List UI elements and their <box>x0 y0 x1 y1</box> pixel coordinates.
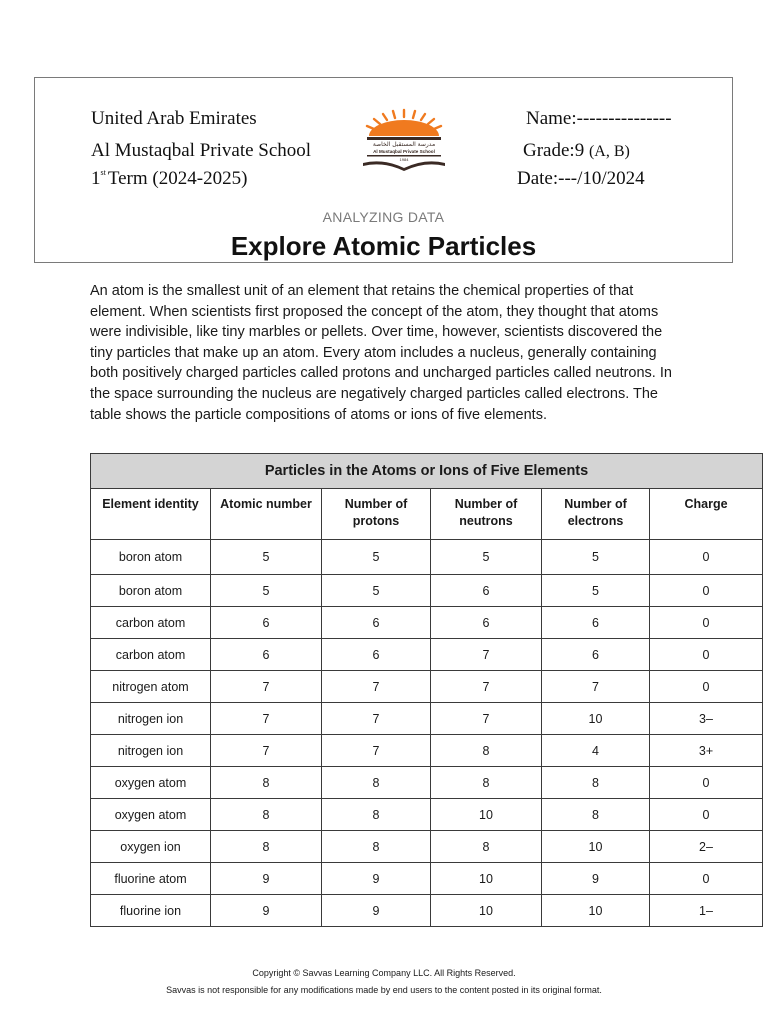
table-cell: 6 <box>431 575 542 607</box>
table-cell: 5 <box>211 540 322 575</box>
school-name: Al Mustaqbal Private School <box>91 140 312 161</box>
table-cell: 0 <box>650 639 763 671</box>
table-cell: 5 <box>431 540 542 575</box>
table-cell: 6 <box>211 639 322 671</box>
country-label: United Arab Emirates <box>91 108 257 129</box>
table-cell: boron atom <box>91 575 211 607</box>
date-field: Date:---/10/2024 <box>517 168 645 189</box>
table-cell: 7 <box>211 703 322 735</box>
table-cell: 8 <box>322 767 431 799</box>
table-cell: 3– <box>650 703 763 735</box>
table-cell: 5 <box>322 540 431 575</box>
table-cell: carbon atom <box>91 607 211 639</box>
worksheet-header <box>34 77 733 263</box>
table-cell: 9 <box>322 863 431 895</box>
table-cell: 9 <box>542 863 650 895</box>
table-row <box>91 735 763 767</box>
table-cell: 0 <box>650 671 763 703</box>
column-header: Number of electrons <box>542 489 650 540</box>
table-row <box>91 671 763 703</box>
table-cell: 4 <box>542 735 650 767</box>
table-cell: 5 <box>211 575 322 607</box>
term-label <box>91 168 247 190</box>
table-cell: 7 <box>431 671 542 703</box>
grade-sections: (A, B) <box>588 143 630 160</box>
table-cell: 8 <box>211 799 322 831</box>
table-cell: 7 <box>431 703 542 735</box>
table-cell: 0 <box>650 863 763 895</box>
table-cell: 6 <box>542 639 650 671</box>
table-cell: 6 <box>431 607 542 639</box>
table-cell: oxygen atom <box>91 799 211 831</box>
table-cell: 10 <box>431 863 542 895</box>
table-cell: fluorine atom <box>91 863 211 895</box>
table-cell: 8 <box>542 767 650 799</box>
logo-arabic-text: مدرسة المستقبل الخاصة <box>372 141 436 148</box>
column-header: Number of neutrons <box>431 489 542 540</box>
table-cell: 8 <box>322 799 431 831</box>
grade-label <box>523 140 630 162</box>
open-book-icon <box>363 161 445 171</box>
table-cell: 10 <box>542 703 650 735</box>
page-title: Explore Atomic Particles <box>230 231 537 261</box>
table-cell: 7 <box>211 671 322 703</box>
table-cell: 7 <box>322 703 431 735</box>
intro-paragraph: An atom is the smallest unit of an element that retains the chemical properties of that element. When scientists first proposed the concept of the atom, they thought that atoms were indivisible, like tiny marbles or pellets. Over time, however, scientists discovered the tiny particles that make up an atom. Every atom includes a nucleus, generally containing both positively charged particles called protons and uncharged particles called neutrons. In the space surrounding the nucleus are negatively charged particles called electrons. The table shows the particle compositions of atoms or ions of five elements. <box>90 283 672 423</box>
disclaimer-notice: Savvas is not responsible for any modifications made by end users to the content posted in its original format. <box>166 985 602 995</box>
table-row <box>91 703 763 735</box>
section-kicker: ANALYZING DATA <box>322 209 445 225</box>
table-cell: 9 <box>211 863 322 895</box>
table-cell: 5 <box>322 575 431 607</box>
table-cell: boron atom <box>91 540 211 575</box>
table-row <box>91 831 763 863</box>
student-name-field: Name:--------------- <box>526 108 672 129</box>
table-row <box>91 863 763 895</box>
table-cell: 5 <box>542 540 650 575</box>
table-cell: 6 <box>542 607 650 639</box>
table-row <box>91 799 763 831</box>
logo-english-text: Al Mustaqbal Private School <box>373 149 435 154</box>
table-cell: 8 <box>542 799 650 831</box>
table-cell: 0 <box>650 799 763 831</box>
table-cell: 8 <box>431 767 542 799</box>
copyright-notice: Copyright © Savvas Learning Company LLC. All Rights Reserved. <box>252 968 516 978</box>
table-cell: 7 <box>211 735 322 767</box>
table-cell: 7 <box>322 671 431 703</box>
table-cell: 9 <box>322 895 431 927</box>
table-cell: 8 <box>431 735 542 767</box>
table-cell: fluorine ion <box>91 895 211 927</box>
table-cell: oxygen ion <box>91 831 211 863</box>
column-header: Number of protons <box>322 489 431 540</box>
term-number: 1 <box>91 168 101 189</box>
table-row <box>91 575 763 607</box>
table-cell: 7 <box>542 671 650 703</box>
table-cell: nitrogen ion <box>91 703 211 735</box>
particles-table <box>90 453 763 927</box>
school-logo <box>349 108 459 174</box>
table-cell: 0 <box>650 575 763 607</box>
table-cell: 7 <box>322 735 431 767</box>
table-cell: 10 <box>431 895 542 927</box>
table-cell: 8 <box>211 831 322 863</box>
table-cell: 6 <box>322 607 431 639</box>
table-cell: 0 <box>650 767 763 799</box>
table-cell: nitrogen ion <box>91 735 211 767</box>
term-text: Term (2024-2025) <box>107 168 248 189</box>
table-caption: Particles in the Atoms or Ions of Five Elements <box>91 454 763 489</box>
table-row <box>91 540 763 575</box>
table-cell: 10 <box>542 895 650 927</box>
table-cell: 10 <box>542 831 650 863</box>
table-cell: 7 <box>431 639 542 671</box>
column-header: Element identity <box>91 489 211 540</box>
table-cell: 6 <box>211 607 322 639</box>
table-body <box>91 540 763 927</box>
table-row <box>91 767 763 799</box>
table-row <box>91 607 763 639</box>
table-cell: 6 <box>322 639 431 671</box>
term-ordinal-suffix: st <box>100 168 106 177</box>
table-cell: 2– <box>650 831 763 863</box>
table-row <box>91 895 763 927</box>
table-cell: carbon atom <box>91 639 211 671</box>
table-row <box>91 639 763 671</box>
table-cell: 1– <box>650 895 763 927</box>
table-cell: oxygen atom <box>91 767 211 799</box>
grade-text: Grade:9 <box>523 140 585 161</box>
table-cell: 0 <box>650 607 763 639</box>
table-cell: 8 <box>322 831 431 863</box>
table-cell: 8 <box>211 767 322 799</box>
table-cell: nitrogen atom <box>91 671 211 703</box>
table-cell: 10 <box>431 799 542 831</box>
table-cell: 9 <box>211 895 322 927</box>
table-cell: 8 <box>431 831 542 863</box>
logo-year-text: 1984 <box>399 157 409 162</box>
table-cell: 0 <box>650 540 763 575</box>
column-header: Atomic number <box>211 489 322 540</box>
column-header: Charge <box>650 489 763 540</box>
table-cell: 5 <box>542 575 650 607</box>
table-cell: 3+ <box>650 735 763 767</box>
